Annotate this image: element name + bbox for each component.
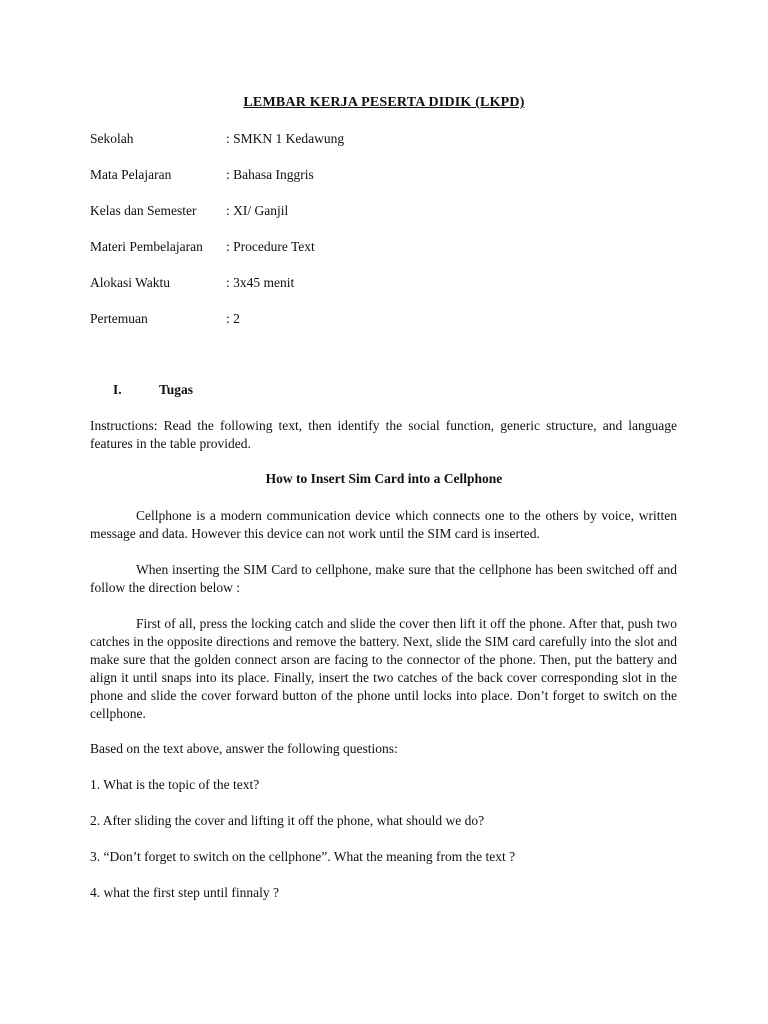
- reading-title: How to Insert Sim Card into a Cellphone: [265, 471, 503, 486]
- section-title: Tugas: [159, 382, 194, 397]
- worksheet-title: LEMBAR KERJA PESERTA DIDIK (LKPD): [243, 95, 525, 110]
- info-label: Sekolah: [90, 131, 134, 146]
- info-label: Alokasi Waktu: [90, 275, 171, 290]
- reading-paragraph: First of all, press the locking catch and slide the cover then lift it off the phone. After that, push two catches in the opposite directions and remove the battery. Next, slide the SIM card carefully into the slot and make sure that the golden connect arson are facing to the connector of the phone. Then, put the battery and align it until snaps into its place. Finally, insert the two catches of the back cover corresponding slot in the phone and slide the cover forward button of the phone until locks into place. Don’t forget to switch on the cellphone.: [90, 616, 677, 721]
- info-value: : 2: [226, 311, 240, 326]
- question-item: 2. After sliding the cover and lifting it off the phone, what should we do?: [90, 813, 485, 828]
- info-label: Materi Pembelajaran: [90, 239, 203, 254]
- info-label: Mata Pelajaran: [90, 167, 172, 182]
- section-heading: [113, 382, 193, 398]
- question-item: 1. What is the topic of the text?: [90, 777, 260, 792]
- info-value: : XI/ Ganjil: [226, 203, 289, 218]
- questions-intro: Based on the text above, answer the following questions:: [90, 741, 398, 756]
- info-label: Pertemuan: [90, 311, 148, 326]
- section-number: I.: [113, 382, 122, 397]
- info-value: : SMKN 1 Kedawung: [226, 131, 345, 146]
- info-value: : Procedure Text: [226, 239, 315, 254]
- info-value: : Bahasa Inggris: [226, 167, 314, 182]
- instructions-text: Instructions: Read the following text, then identify the social function, generic structure, and language features in the table provided.: [90, 418, 677, 451]
- question-item: 4. what the first step until finnaly ?: [90, 885, 279, 900]
- info-value: : 3x45 menit: [226, 275, 295, 290]
- reading-paragraph: Cellphone is a modern communication device which connects one to the others by voice, written message and data. However this device can not work until the SIM card is inserted.: [90, 508, 677, 541]
- reading-paragraph: When inserting the SIM Card to cellphone, make sure that the cellphone has been switched off and follow the direction below :: [90, 562, 677, 595]
- question-item: 3. “Don’t forget to switch on the cellphone”. What the meaning from the text ?: [90, 849, 516, 864]
- info-label: Kelas dan Semester: [90, 203, 197, 218]
